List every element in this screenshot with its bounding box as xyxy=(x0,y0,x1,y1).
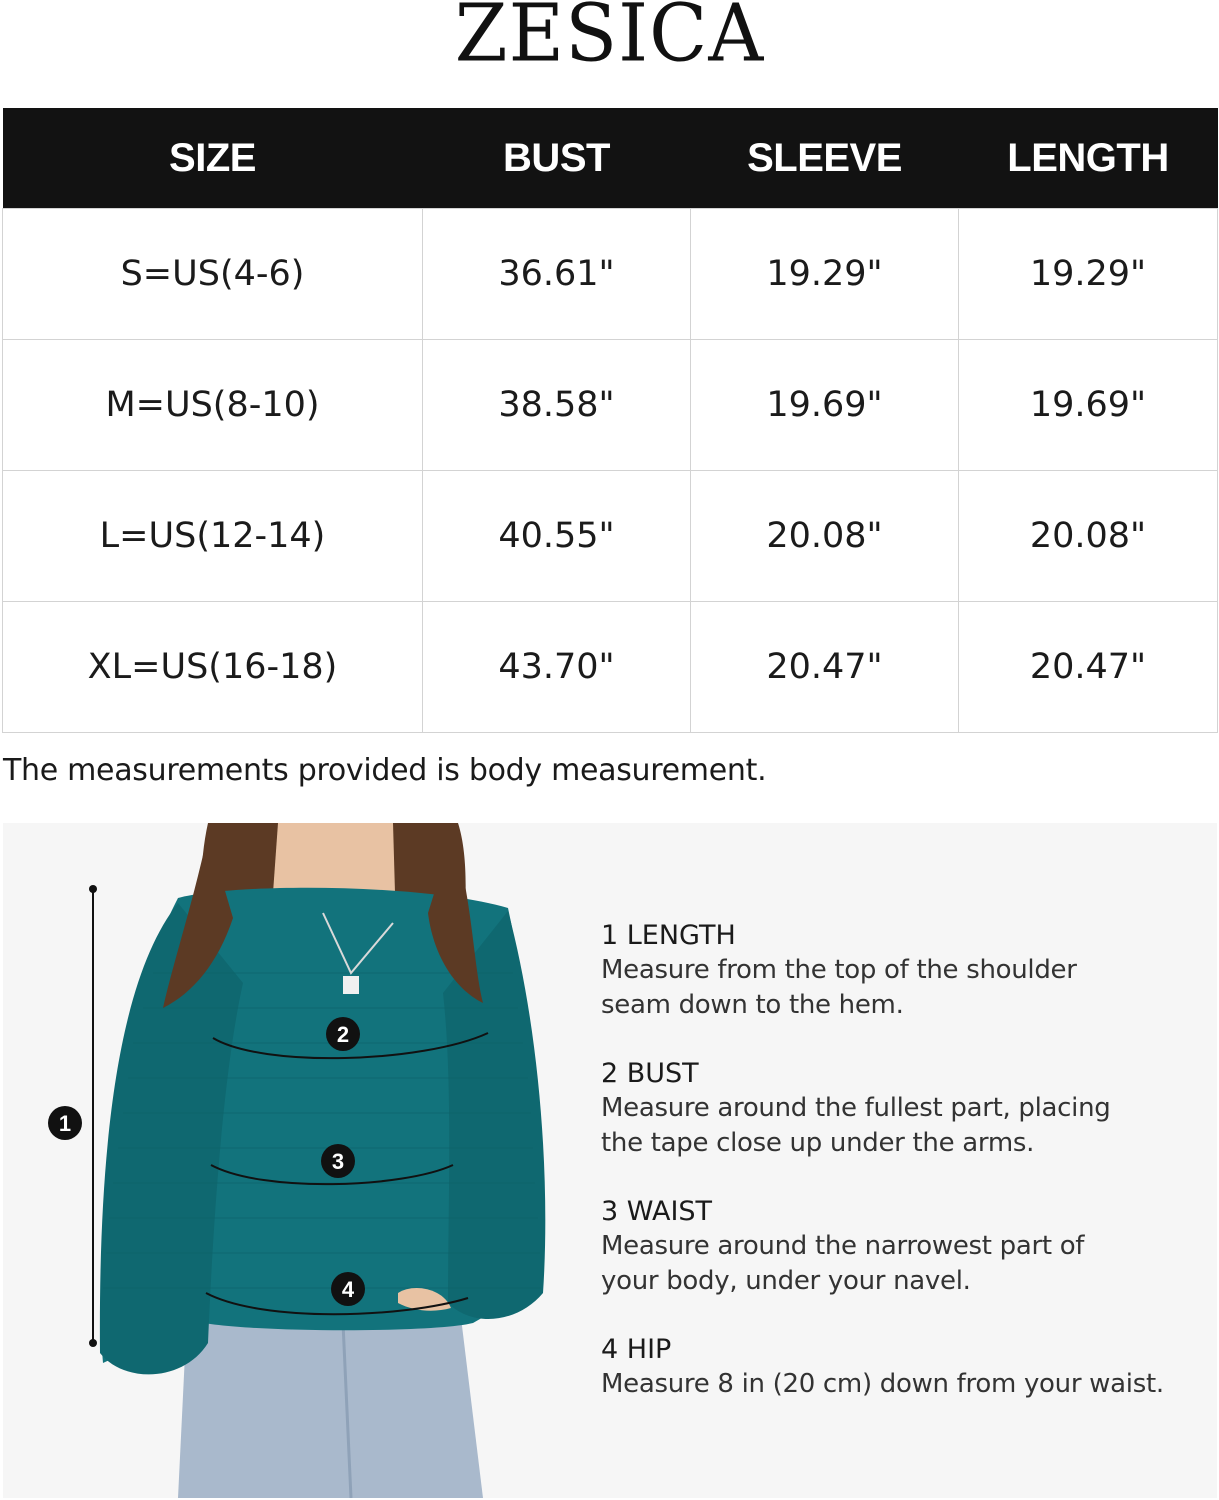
cell-length: 20.08" xyxy=(959,471,1218,602)
cell-length: 19.69" xyxy=(959,340,1218,471)
instruction-title: 2 BUST xyxy=(601,1058,699,1089)
column-header-length: LENGTH xyxy=(959,108,1218,209)
instruction-title: 4 HIP xyxy=(601,1334,672,1365)
svg-text:3: 3 xyxy=(331,1149,345,1174)
table-row xyxy=(3,209,1218,340)
cell-length: 19.29" xyxy=(959,209,1218,340)
instruction-desc-line: Measure around the narrowest part of xyxy=(601,1231,1085,1261)
cell-bust: 38.58" xyxy=(423,340,691,471)
cell-size: XL=US(16-18) xyxy=(3,602,423,733)
cell-size: M=US(8-10) xyxy=(3,340,423,471)
instruction-desc-line: Measure around the fullest part, placing xyxy=(601,1093,1111,1123)
cell-size: L=US(12-14) xyxy=(3,471,423,602)
table-row xyxy=(3,602,1218,733)
instruction-waist xyxy=(601,1195,1211,1299)
instruction-length xyxy=(601,919,1211,1023)
cell-sleeve: 20.08" xyxy=(691,471,959,602)
instruction-title: 3 WAIST xyxy=(601,1196,713,1227)
measurement-guide-panel xyxy=(3,823,1217,1498)
cell-size: S=US(4-6) xyxy=(3,209,423,340)
measurement-instructions xyxy=(601,919,1211,1436)
cell-length: 20.47" xyxy=(959,602,1218,733)
cell-bust: 36.61" xyxy=(423,209,691,340)
table-row xyxy=(3,471,1218,602)
column-header-sleeve: SLEEVE xyxy=(691,108,959,209)
cell-sleeve: 19.69" xyxy=(691,340,959,471)
brand-logo: ZESICA xyxy=(454,0,765,80)
instruction-desc-line: seam down to the hem. xyxy=(601,990,904,1020)
marker-2-icon xyxy=(326,1017,360,1051)
column-header-bust: BUST xyxy=(423,108,691,209)
size-chart-table xyxy=(2,108,1218,733)
column-header-size: SIZE xyxy=(3,108,423,209)
svg-text:4: 4 xyxy=(341,1277,355,1302)
instruction-desc-line: Measure from the top of the shoulder xyxy=(601,955,1077,985)
model-figure-illustration xyxy=(3,823,603,1498)
measurement-note: The measurements provided is body measurement. xyxy=(3,753,767,788)
cell-sleeve: 20.47" xyxy=(691,602,959,733)
instruction-bust xyxy=(601,1057,1211,1161)
cell-bust: 40.55" xyxy=(423,471,691,602)
instruction-title: 1 LENGTH xyxy=(601,920,736,951)
marker-1-icon xyxy=(48,1106,82,1140)
table-row xyxy=(3,340,1218,471)
marker-4-icon xyxy=(331,1272,365,1306)
instruction-desc-line: Measure 8 in (20 cm) down from your waist. xyxy=(601,1369,1164,1399)
instruction-desc-line: the tape close up under the arms. xyxy=(601,1128,1035,1158)
instruction-hip xyxy=(601,1333,1211,1402)
table-header-row xyxy=(3,108,1218,209)
marker-3-icon xyxy=(321,1144,355,1178)
cell-bust: 43.70" xyxy=(423,602,691,733)
instruction-desc-line: your body, under your navel. xyxy=(601,1266,971,1296)
svg-text:1: 1 xyxy=(58,1111,72,1136)
cell-sleeve: 19.29" xyxy=(691,209,959,340)
svg-text:2: 2 xyxy=(336,1022,350,1047)
